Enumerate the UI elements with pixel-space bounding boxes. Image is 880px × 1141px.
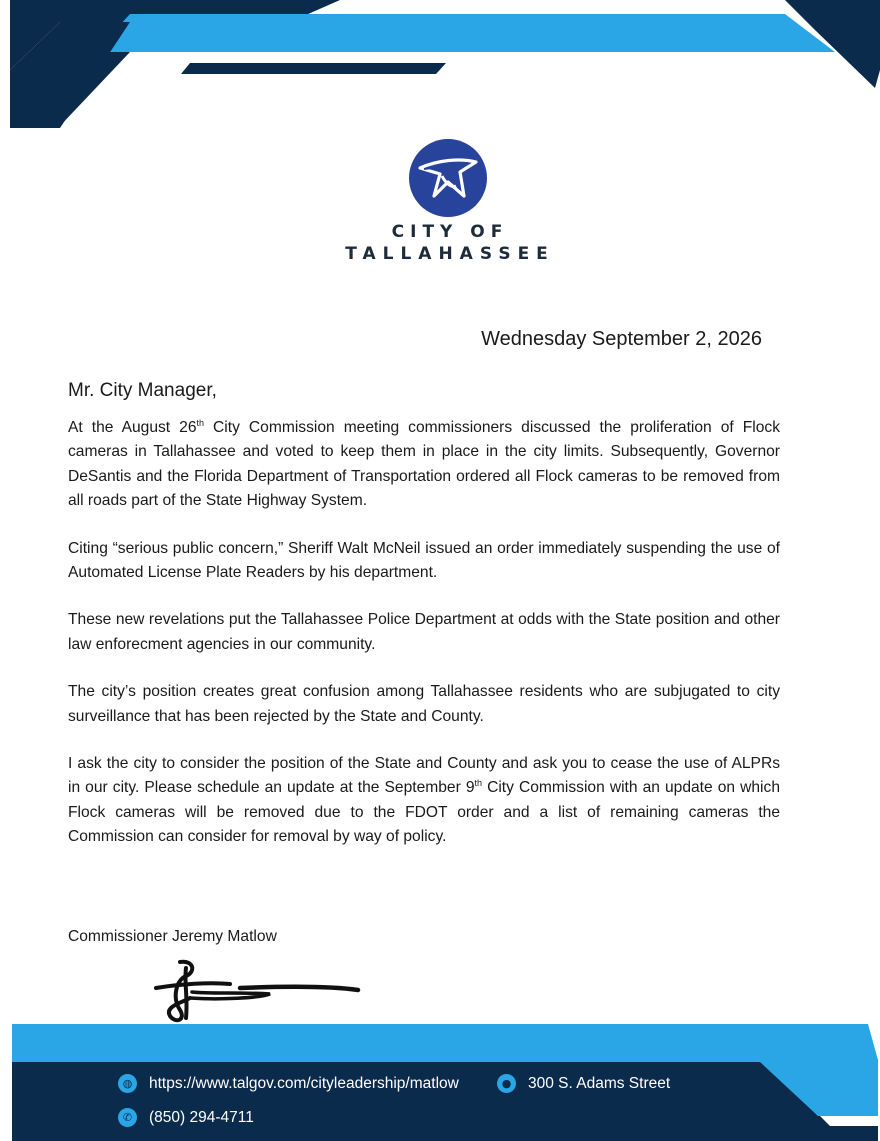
location-pin-icon: ●	[497, 1074, 516, 1093]
footer-phone-text[interactable]: (850) 294-4711	[149, 1108, 254, 1126]
header-graphic	[0, 0, 880, 140]
paragraph-4: The city’s position creates great confusion among Tallahassee residents who are subjugated to city surveillance that has been rejected by the State and County.	[68, 683, 780, 725]
salutation: Mr. City Manager,	[68, 380, 217, 401]
letter-date: Wednesday September 2, 2026	[481, 328, 762, 350]
globe-icon: ◍	[118, 1074, 137, 1093]
footer-address	[497, 1074, 670, 1093]
logo-text-tallahassee: TALLAHASSEE	[345, 244, 555, 264]
letter-body	[68, 416, 780, 873]
logo-text-city-of: CITY OF	[391, 222, 509, 242]
footer-phone[interactable]	[118, 1108, 254, 1127]
paragraph-1-text-b: City Commission meeting commissioners discussed the proliferation of Flock cameras in Tallahassee and voted to keep them in place in the city limits. Subsequently, Governor DeSantis and the Florida Department of Transportation ordered all Flock cameras to be removed from all roads part of the State Highway System.	[68, 419, 780, 510]
paragraph-3: These new revelations put the Tallahassee Police Department at odds with the State position and other law enforecment agencies in our community.	[68, 611, 780, 653]
paragraph-5	[68, 752, 780, 850]
signoff-name: Commissioner Jeremy Matlow	[68, 928, 277, 945]
footer-address-text: 300 S. Adams Street	[528, 1074, 671, 1092]
paragraph-5-text-a: I ask the city to consider the position of the State and County and ask you to cease the use of ALPRs in our city. Please schedule an update at the September 9	[68, 755, 780, 797]
city-logo-icon	[408, 138, 488, 218]
paragraph-5-text-b: City Commission with an update on which Flock cameras will be removed due to the FDOT order and a list of remaining cameras the Commission can consider for removal by way of policy.	[68, 779, 780, 846]
phone-icon: ✆	[118, 1108, 137, 1127]
paragraph-2: Citing “serious public concern,” Sheriff Walt McNeil issued an order immediately suspending the use of Automated License Plate Readers by his department.	[68, 539, 780, 582]
paragraph-1-superscript: th	[196, 418, 205, 428]
footer-website[interactable]	[118, 1074, 459, 1093]
paragraph-1-text-a: At the August 26	[68, 419, 197, 436]
handwritten-signature	[150, 958, 365, 1024]
paragraph-1	[68, 416, 780, 514]
footer-website-text[interactable]: https://www.talgov.com/cityleadership/matlow	[149, 1074, 459, 1092]
paragraph-5-superscript: th	[474, 778, 483, 789]
